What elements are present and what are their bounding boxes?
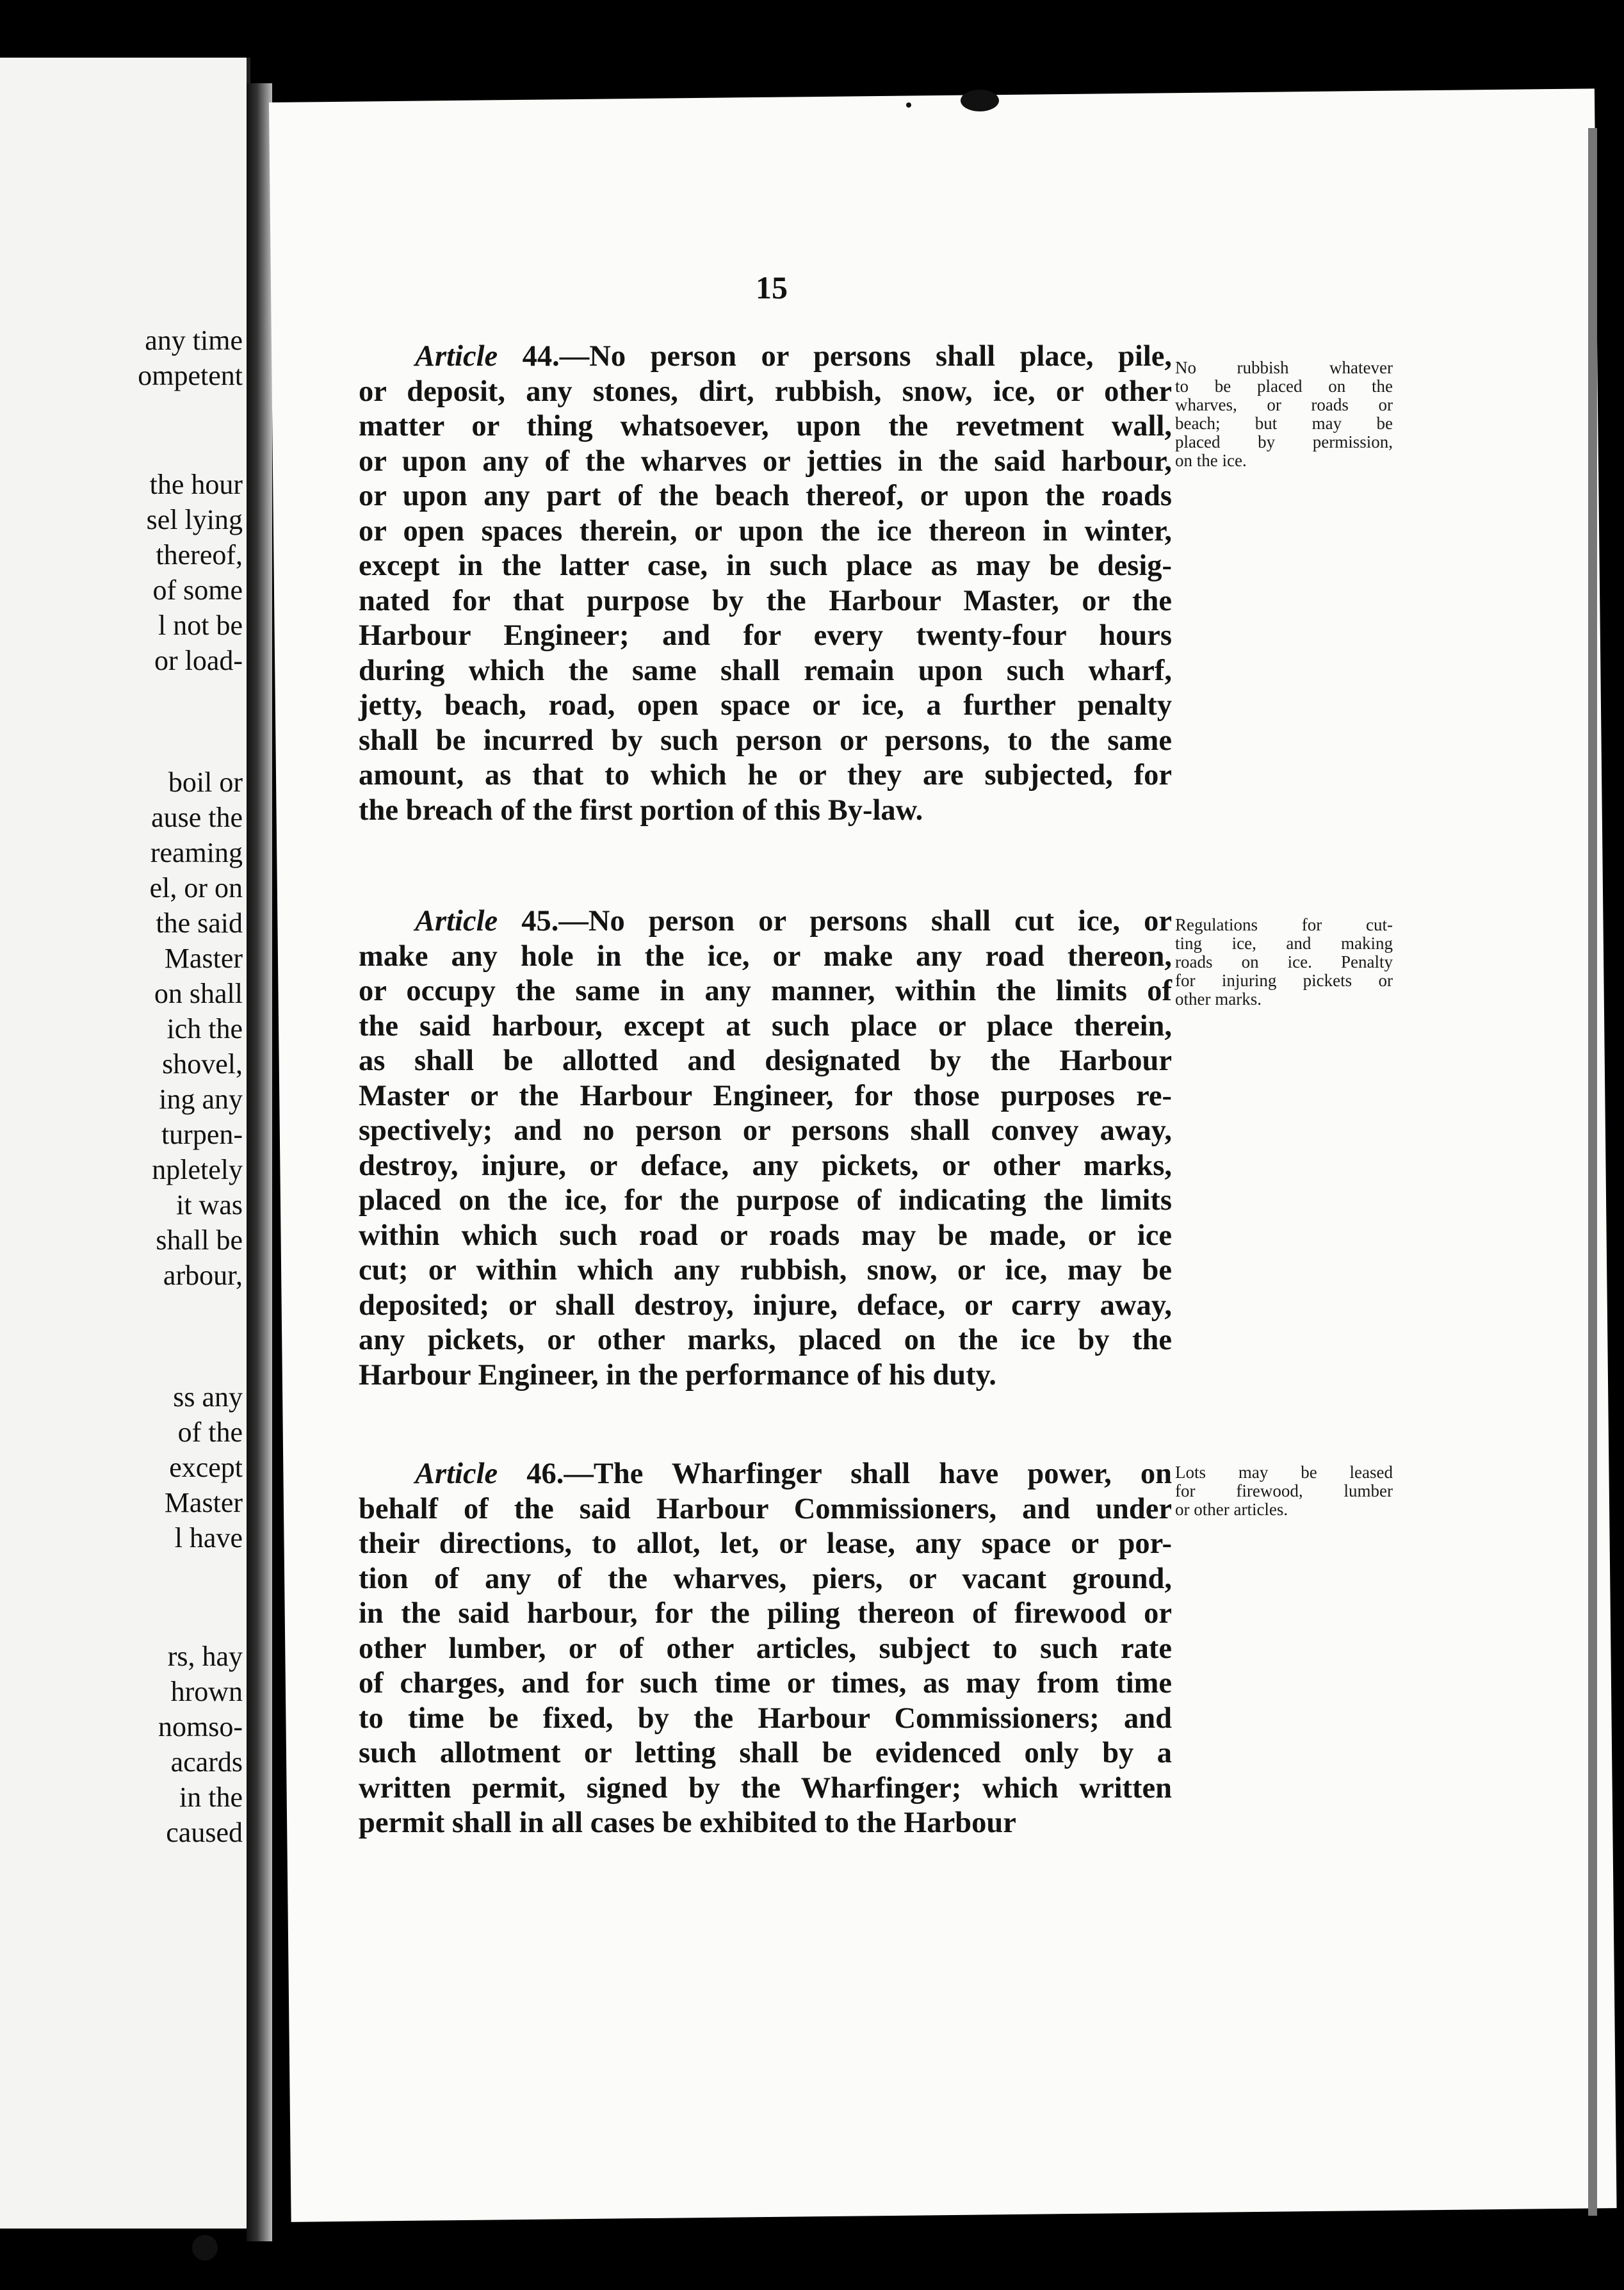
article-line: other lumber, or of other articles, subject to such rate — [359, 1632, 1172, 1665]
article-line: tion of any of the wharves, piers, or vacant ground, — [359, 1562, 1172, 1595]
left-page-fragment: the hour — [149, 469, 243, 500]
sidenote-line: or other articles. — [1175, 1500, 1288, 1519]
sidenote-article-44 — [1175, 359, 1393, 470]
left-page-fragment: Master — [164, 1487, 243, 1518]
article-line: matter or thing whatsoever, upon the revetment wall, — [359, 410, 1172, 443]
left-page-fragment: of the — [177, 1417, 243, 1448]
left-page-fragment: ompetent — [138, 360, 243, 391]
left-page-fragment: in the — [179, 1782, 243, 1813]
left-page-fragment: rs, hay — [167, 1641, 243, 1672]
article-line: such allotment or letting shall be evidenced only by a — [359, 1737, 1172, 1769]
left-page-fragment: or load- — [154, 645, 243, 676]
sidenote-line: beach; but may be — [1175, 414, 1393, 433]
article-heading-text: 46.—The Wharfinger shall have power, on — [498, 1458, 1172, 1490]
sidenote-line: wharves, or roads or — [1175, 395, 1393, 414]
sidenote-line: on the ice. — [1175, 451, 1247, 470]
left-page-fragment: Master — [164, 943, 243, 974]
sidenote-line: roads on ice. Penalty — [1175, 952, 1393, 971]
left-page-fragment: hrown — [170, 1676, 243, 1707]
article-first-line — [359, 339, 1172, 375]
left-page-fragment: on shall — [154, 978, 243, 1009]
sidenote-line: Regulations for cut- — [1175, 915, 1393, 934]
ink-speck — [192, 2235, 218, 2261]
article-line: make any hole in the ice, or make any road thereon, — [359, 939, 1172, 973]
left-page-fragment: npletely — [152, 1154, 243, 1185]
article-44 — [359, 339, 1172, 828]
left-page-fragment: thereof, — [156, 539, 243, 571]
previous-page — [0, 58, 250, 2229]
left-page-fragment: nomso- — [158, 1711, 243, 1742]
left-page-fragment: ause the — [151, 802, 243, 833]
sidenote-line: placed by permission, — [1175, 432, 1393, 451]
article-line: permit shall in all cases be exhibited to the Harbour — [359, 1807, 1016, 1839]
article-line: during which the same shall remain upon such wharf, — [359, 654, 1172, 687]
sidenote-line: No rubbish whatever — [1175, 358, 1393, 377]
left-page-fragment: shovel, — [162, 1048, 243, 1080]
article-46 — [359, 1457, 1172, 1841]
article-line: or upon any of the wharves or jetties in the said harbour, — [359, 444, 1172, 478]
left-page-fragment: l not be — [158, 610, 243, 641]
article-line: written permit, signed by the Wharfinger; which written — [359, 1771, 1172, 1805]
left-page-fragment: the said — [156, 907, 243, 939]
page-edge — [1588, 128, 1597, 2216]
book-gutter — [247, 83, 272, 2241]
left-page-fragment: acards — [170, 1746, 243, 1778]
ink-speck — [906, 102, 911, 108]
article-line: Harbour Engineer; and for every twenty-four hours — [359, 619, 1172, 652]
article-line: behalf of the said Harbour Commissioners, and under — [359, 1492, 1172, 1525]
article-label: Article — [415, 905, 498, 938]
article-line: as shall be allotted and designated by the Harbour — [359, 1044, 1172, 1077]
article-line: Harbour Engineer, in the performance of his duty. — [359, 1358, 996, 1392]
article-line: or deposit, any stones, dirt, rubbish, snow, ice, or other — [359, 375, 1172, 408]
article-line: any pickets, or other marks, placed on the ice by the — [359, 1324, 1172, 1356]
left-page-fragment: el, or on — [149, 872, 243, 904]
article-label: Article — [415, 340, 498, 373]
article-line: shall be incurred by such person or persons, to the same — [359, 724, 1172, 757]
left-page-fragment: reaming — [150, 837, 243, 868]
article-line: the said harbour, except at such place or place therein, — [359, 1009, 1172, 1043]
sidenote-line: for injuring pickets or — [1175, 971, 1393, 990]
article-line: within which such road or roads may be made, or ice — [359, 1219, 1172, 1252]
left-page-fragment: ich the — [166, 1013, 243, 1044]
page-number: 15 — [756, 270, 788, 305]
article-45 — [359, 904, 1172, 1393]
article-line: or open spaces therein, or upon the ice thereon in winter, — [359, 514, 1172, 548]
article-first-line — [359, 1457, 1172, 1492]
article-heading-text: 45.—No person or persons shall cut ice, or — [498, 905, 1172, 938]
article-line: spectively; and no person or persons shall convey away, — [359, 1114, 1172, 1147]
article-line: in the said harbour, for the piling thereon of firewood or — [359, 1597, 1172, 1630]
article-line: or upon any part of the beach thereof, or upon the roads — [359, 480, 1172, 512]
ink-speck — [961, 90, 999, 111]
left-page-fragment: arbour, — [163, 1260, 243, 1291]
article-line: to time be fixed, by the Harbour Commissioners; and — [359, 1701, 1172, 1735]
article-first-line — [359, 904, 1172, 939]
left-page-fragment: boil or — [168, 767, 243, 798]
left-page-fragment: shall be — [156, 1224, 243, 1256]
article-line: cut; or within which any rubbish, snow, or ice, may be — [359, 1254, 1172, 1287]
left-page-fragment: of some — [152, 574, 243, 606]
sidenote-line: other marks. — [1175, 989, 1262, 1009]
sidenote-article-45 — [1175, 916, 1393, 1009]
article-heading-text: 44.—No person or persons shall place, pile, — [498, 340, 1172, 373]
sidenote-line: ting ice, and making — [1175, 934, 1393, 953]
left-page-fragment: ing any — [159, 1084, 243, 1115]
article-line: placed on the ice, for the purpose of indicating the limits — [359, 1184, 1172, 1217]
article-line: jetty, beach, road, open space or ice, a further penalty — [359, 689, 1172, 722]
article-label: Article — [415, 1458, 498, 1490]
article-line: of charges, and for such time or times, as may from time — [359, 1667, 1172, 1700]
left-page-fragment: turpen- — [161, 1119, 243, 1150]
left-page-fragment: ss any — [173, 1381, 243, 1413]
article-line: the breach of the first portion of this By-law. — [359, 793, 923, 827]
left-page-fragment: caused — [166, 1817, 243, 1848]
article-line: Master or the Harbour Engineer, for those purposes re- — [359, 1079, 1172, 1112]
article-line: their directions, to allot, let, or lease, any space or por- — [359, 1527, 1172, 1560]
article-line: nated for that purpose by the Harbour Master, or the — [359, 584, 1172, 617]
article-line: destroy, injure, or deface, any pickets, or other marks, — [359, 1149, 1172, 1182]
left-page-fragment: except — [169, 1452, 243, 1483]
sidenote-line: to be placed on the — [1175, 377, 1393, 396]
sidenote-article-46 — [1175, 1463, 1393, 1519]
left-page-fragment: l have — [174, 1522, 243, 1554]
article-line: except in the latter case, in such place as may be desig- — [359, 549, 1172, 582]
left-page-fragment: sel lying — [146, 504, 243, 535]
article-line: deposited; or shall destroy, injure, deface, or carry away, — [359, 1288, 1172, 1322]
sidenote-line: for firewood, lumber — [1175, 1481, 1393, 1500]
left-page-fragment: it was — [176, 1189, 243, 1221]
left-page-fragment: any time — [145, 325, 243, 356]
sidenote-line: Lots may be leased — [1175, 1463, 1393, 1482]
article-line: or occupy the same in any manner, within the limits of — [359, 975, 1172, 1007]
article-line: amount, as that to which he or they are subjected, for — [359, 759, 1172, 792]
